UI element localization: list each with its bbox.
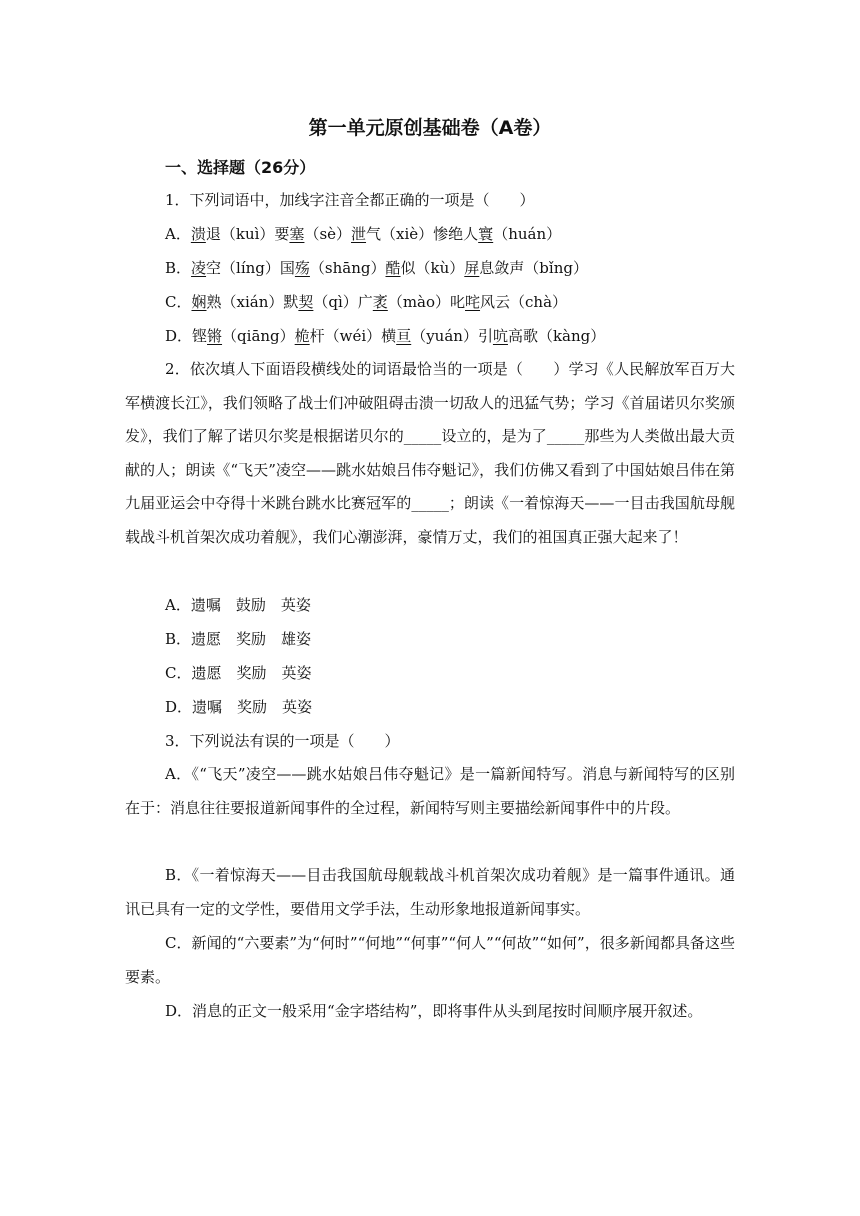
- text-segment: （mào）叱: [387, 293, 466, 311]
- underlined-character: 咤: [465, 293, 481, 311]
- question-3-option-b: B．《一着惊海天——目击我国航母舰载战斗机首架次成功着舰》是一篇事件通讯。通讯已具有一定的文学性，要借用文学手法，生动形象地报道新闻事实。: [125, 866, 735, 918]
- text-segment: 杆（wéi）横: [309, 327, 397, 345]
- text-segment: 气（xiè）惨绝人: [366, 225, 479, 243]
- question-2-option-d: D．遗嘱 奖励 英姿: [165, 698, 313, 716]
- text-segment: B．: [165, 259, 192, 277]
- text-segment: （qiāng）: [222, 327, 295, 345]
- text-segment: （yuán）引: [411, 327, 493, 345]
- underlined-character: 塞: [289, 225, 305, 243]
- question-2-option-c: C．遗愿 奖励 英姿: [165, 664, 312, 682]
- text-segment: A．: [165, 225, 191, 243]
- question-2-option-b: B．遗愿 奖励 雄姿: [165, 630, 312, 648]
- question-1-option-a: [165, 219, 561, 249]
- underlined-character: 锵: [207, 327, 223, 345]
- text-segment: （shāng）: [309, 259, 386, 277]
- underlined-character: 寰: [478, 225, 494, 243]
- question-3-option-c: C．新闻的“六要素”为“何时”“何地”“何事”“何人”“何故”“如何”，很多新闻都具备这些要素。: [125, 934, 735, 986]
- text-segment: 息敛声（bǐng）: [479, 259, 588, 277]
- text-segment: 风云（chà）: [480, 293, 568, 311]
- underlined-character: 契: [298, 293, 314, 311]
- question-1-option-c: [165, 287, 567, 317]
- question-3-option-d: D．消息的正文一般采用“金字塔结构”，即将事件从头到尾按时间顺序展开叙述。: [165, 1002, 703, 1020]
- text-segment: 退（kuì）要: [205, 225, 290, 243]
- underlined-character: 溃: [190, 225, 206, 243]
- question-2-stem: 2．依次填人下面语段横线处的词语最恰当的一项是（ ）学习《人民解放军百万大军横渡长江》，我们领略了战士们冲破阻碍击溃一切敌人的迅猛气势；学习《首届诺贝尔奖颁发》，我们了解了诺贝尔奖是根据诺贝尔的_____设立的，是为了_____那些为人类做出最大贡献的人；朗读《“飞天”凌空——跳水姑娘吕伟夺魁记》，我们仿佛又看到了中国姑娘吕伟在第九届亚运会中夺得十米跳台跳水比赛冠军的_____；朗读《一着惊海天——一目击我国航母舰载战斗机首架次成功着舰》，我们心潮澎湃，豪情万丈，我们的祖国真正强大起来了！: [125, 360, 735, 546]
- text-segment: C．: [165, 293, 192, 311]
- text-segment: 高歌（kàng）: [507, 327, 606, 345]
- question-3-option-a: A．《“飞天”凌空——跳水姑娘吕伟夺魁记》是一篇新闻特写。消息与新闻特写的区别在于：消息往往要报道新闻事件的全过程，新闻特写则主要描绘新闻事件中的片段。: [125, 765, 735, 817]
- text-segment: （huán）: [493, 225, 562, 243]
- section-heading: 一、选择题（26分）: [165, 158, 316, 177]
- question-1-option-d: [165, 321, 605, 351]
- question-1-option-b: [165, 253, 588, 283]
- underlined-character: 泄: [351, 225, 367, 243]
- text-segment: （sè）: [304, 225, 352, 243]
- underlined-character: 凌: [191, 259, 207, 277]
- text-segment: 空（líng）国: [206, 259, 295, 277]
- text-segment: 熟（xián）默: [206, 293, 299, 311]
- underlined-character: 殇: [294, 259, 310, 277]
- question-1-stem: 1．下列词语中，加线字注音全都正确的一项是（ ）: [165, 191, 535, 209]
- underlined-character: 酷: [385, 259, 401, 277]
- page-title: 第一单元原创基础卷（A卷）: [308, 117, 552, 139]
- question-2-option-a: A．遗嘱 鼓励 英姿: [165, 596, 311, 614]
- underlined-character: 亘: [396, 327, 412, 345]
- text-segment: 似（kù）: [400, 259, 465, 277]
- underlined-character: 娴: [191, 293, 207, 311]
- underlined-character: 吭: [492, 327, 508, 345]
- underlined-character: 屏: [464, 259, 480, 277]
- question-3-stem: 3．下列说法有误的一项是（ ）: [165, 732, 400, 750]
- text-segment: （qì）广: [313, 293, 373, 311]
- underlined-character: 袤: [372, 293, 388, 311]
- text-segment: D．铿: [165, 327, 208, 345]
- underlined-character: 桅: [294, 327, 310, 345]
